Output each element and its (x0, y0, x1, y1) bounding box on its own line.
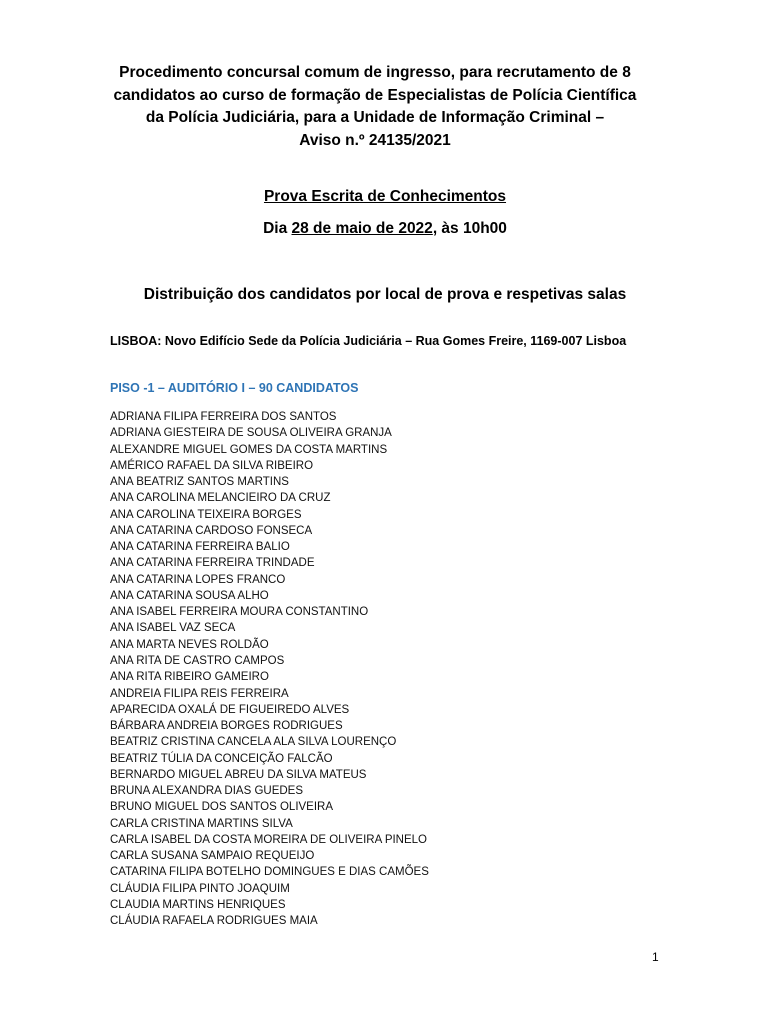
candidate-name: ANA CATARINA FERREIRA BALIO (110, 541, 290, 554)
candidate-name: BERNARDO MIGUEL ABREU DA SILVA MATEUS (110, 768, 367, 781)
exam-name-line (0, 188, 770, 206)
candidate-name: BRUNA ALEXANDRA DIAS GUEDES (110, 785, 304, 798)
candidate-name: APARECIDA OXALÁ DE FIGUEIREDO ALVES (110, 703, 350, 716)
candidate-name: CARLA SUSANA SAMPAIO REQUEIJO (110, 850, 315, 863)
room-heading: PISO -1 – AUDITÓRIO I – 90 CANDIDATOS (110, 381, 359, 395)
exam-time: , às 10h00 (432, 220, 507, 237)
candidate-name: CARLA CRISTINA MARTINS SILVA (110, 817, 293, 830)
candidate-name: AMÉRICO RAFAEL DA SILVA RIBEIRO (110, 459, 314, 472)
candidate-name: ANA ISABEL VAZ SECA (110, 622, 236, 635)
candidate-list (110, 409, 429, 930)
candidate-name: BÁRBARA ANDREIA BORGES RODRIGUES (110, 720, 343, 733)
title-line: da Polícia Judiciária, para a Unidade de Informação Criminal – (145, 109, 605, 126)
candidate-name: ANA RITA RIBEIRO GAMEIRO (110, 671, 269, 684)
page-number: 1 (652, 950, 659, 964)
candidate-name: ADRIANA FILIPA FERREIRA DOS SANTOS (110, 411, 337, 423)
distribution-heading: Distribuição dos candidatos por local de prova e respetivas salas (143, 286, 627, 303)
candidate-name: ANDREIA FILIPA REIS FERREIRA (110, 687, 289, 700)
title-line: Aviso n.º 24135/2021 (299, 131, 451, 149)
candidate-name: ANA CATARINA SOUSA ALHO (110, 589, 269, 602)
candidate-name: ADRIANA GIESTEIRA DE SOUSA OLIVEIRA GRANJA (110, 427, 392, 440)
candidate-name: BRUNO MIGUEL DOS SANTOS OLIVEIRA (110, 801, 334, 814)
exam-name: Prova Escrita de Conhecimentos (263, 188, 507, 205)
candidate-name: ANA CATARINA FERREIRA TRINDADE (110, 557, 315, 570)
candidate-name: ALEXANDRE MIGUEL GOMES DA COSTA MARTINS (110, 443, 388, 456)
candidate-name: BEATRIZ TÚLIA DA CONCEIÇÃO FALCÃO (110, 752, 333, 765)
exam-date: 28 de maio de 2022 (291, 220, 433, 237)
candidate-name: CARLA ISABEL DA COSTA MOREIRA DE OLIVEIRA PINELO (110, 833, 427, 846)
document-title (90, 62, 660, 152)
exam-date-line (0, 220, 770, 238)
candidate-name: ANA BEATRIZ SANTOS MARTINS (110, 476, 289, 489)
title-line: Procedimento concursal comum de ingresso, para recrutamento de 8 (119, 64, 631, 81)
title-line: candidatos ao curso de formação de Especialistas de Polícia Científica (113, 86, 637, 104)
candidate-name: ANA CAROLINA TEIXEIRA BORGES (110, 508, 302, 521)
candidate-name: CLÁUDIA RAFAELA RODRIGUES MAIA (110, 915, 318, 928)
candidate-name: BEATRIZ CRISTINA CANCELA ALA SILVA LOURENÇO (110, 736, 397, 749)
candidate-name: ANA CAROLINA MELANCIEIRO DA CRUZ (110, 492, 331, 505)
candidate-name: CLÁUDIA FILIPA PINTO JOAQUIM (110, 882, 290, 895)
candidate-name: ANA CATARINA CARDOSO FONSECA (110, 524, 313, 537)
candidate-name: ANA CATARINA LOPES FRANCO (110, 573, 286, 586)
candidate-name: ANA RITA DE CASTRO CAMPOS (110, 654, 285, 667)
candidate-name: ANA ISABEL FERREIRA MOURA CONSTANTINO (110, 606, 369, 619)
exam-date-prefix: Dia (263, 220, 292, 237)
candidate-name: CLAUDIA MARTINS HENRIQUES (110, 898, 286, 911)
candidate-name: ANA MARTA NEVES ROLDÃO (110, 638, 269, 651)
exam-location: LISBOA: Novo Edifício Sede da Polícia Judiciária – Rua Gomes Freire, 1169-007 Lisboa (110, 334, 627, 348)
candidate-name: CATARINA FILIPA BOTELHO DOMINGUES E DIAS CAMÕES (110, 866, 429, 879)
